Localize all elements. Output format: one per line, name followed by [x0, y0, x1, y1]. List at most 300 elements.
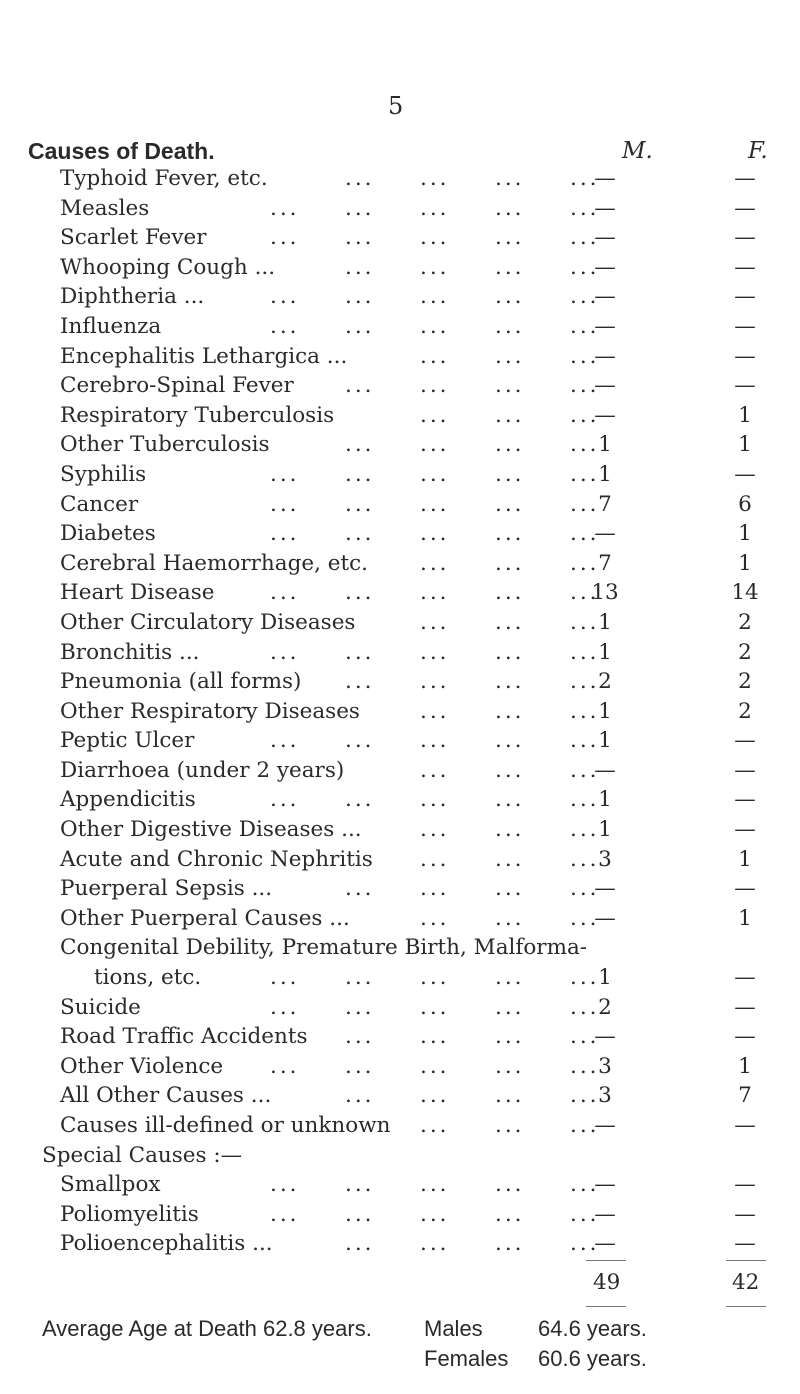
- males-count: —: [594, 254, 616, 280]
- dot-leader: ...: [270, 994, 300, 1020]
- cause-label: Road Traffic Accidents: [60, 1024, 308, 1050]
- dot-leader: ...: [420, 817, 450, 843]
- table-row: [0, 253, 800, 283]
- females-count: 1: [738, 402, 752, 428]
- dot-leader: ...: [345, 373, 375, 399]
- dot-leader: ...: [420, 728, 450, 754]
- dot-leader: ...: [495, 166, 525, 191]
- dot-leader: ...: [420, 1201, 450, 1227]
- cause-label: All Other Causes ...: [60, 1083, 272, 1109]
- females-count: —: [734, 225, 756, 251]
- dot-leader: ...: [495, 254, 525, 280]
- dot-leader: ...: [570, 728, 600, 754]
- dot-leader: ...: [345, 195, 375, 221]
- males-count: —: [594, 225, 616, 251]
- dot-leader: ...: [345, 639, 375, 665]
- females-count: —: [734, 284, 756, 310]
- dot-leader: ...: [570, 876, 600, 902]
- total-rule-f-bottom: [726, 1306, 766, 1307]
- table-row: [0, 815, 800, 845]
- dot-leader: ...: [570, 491, 600, 517]
- females-count: —: [734, 1172, 756, 1198]
- cause-label: Acute and Chronic Nephritis: [60, 846, 373, 872]
- males-count: —: [594, 521, 616, 547]
- table-row: [0, 963, 800, 993]
- cause-label: Cerebro-Spinal Fever: [60, 373, 294, 399]
- males-count: —: [594, 402, 616, 428]
- dot-leader: ...: [570, 757, 600, 783]
- dot-leader: ...: [345, 432, 375, 458]
- males-count: 1: [598, 432, 612, 458]
- dot-leader: ...: [420, 284, 450, 310]
- dot-leader: ...: [420, 402, 450, 428]
- dot-leader: ...: [570, 846, 600, 872]
- table-row: [0, 638, 800, 668]
- dot-leader: ...: [570, 550, 600, 576]
- dot-leader: ...: [495, 521, 525, 547]
- females-count: 1: [738, 432, 752, 458]
- cause-label: Congenital Debility, Premature Birth, Malforma-: [60, 935, 588, 961]
- table-row: [0, 1229, 800, 1259]
- females-count: 14: [731, 580, 759, 606]
- dot-leader: ...: [420, 1024, 450, 1050]
- dot-leader: ...: [570, 432, 600, 458]
- dot-leader: ...: [495, 1053, 525, 1079]
- dot-leader: ...: [495, 284, 525, 310]
- table-row: [0, 223, 800, 253]
- females-count: 1: [738, 550, 752, 576]
- dot-leader: ...: [420, 491, 450, 517]
- dot-leader: ...: [345, 491, 375, 517]
- dot-leader: ...: [270, 639, 300, 665]
- dot-leader: ...: [420, 343, 450, 369]
- dot-leader: ...: [420, 757, 450, 783]
- table-row: [0, 371, 800, 401]
- cause-label: Causes ill-defined or unknown: [60, 1113, 391, 1138]
- dot-leader: ...: [345, 580, 375, 606]
- females-count: —: [734, 254, 756, 280]
- dot-leader: ...: [495, 965, 525, 991]
- cause-label: Pneumonia (all forms): [60, 669, 302, 695]
- females-count: —: [734, 876, 756, 902]
- dot-leader: ...: [495, 225, 525, 251]
- cause-label: Appendicitis: [60, 787, 196, 813]
- cause-label: Scarlet Fever: [60, 225, 207, 251]
- dot-leader: ...: [495, 876, 525, 902]
- males-count: —: [594, 195, 616, 221]
- cause-label: Puerperal Sepsis ...: [60, 876, 273, 902]
- table-row: [0, 1200, 800, 1230]
- dot-leader: ...: [420, 521, 450, 547]
- cause-label: Other Tuberculosis: [60, 432, 270, 458]
- females-count: —: [734, 195, 756, 221]
- dot-leader: ...: [345, 728, 375, 754]
- cause-label: Respiratory Tuberculosis: [60, 402, 335, 428]
- table-row: [0, 697, 800, 727]
- dot-leader: ...: [345, 994, 375, 1020]
- females-count: —: [734, 1201, 756, 1227]
- table-row: [0, 993, 800, 1023]
- males-count: —: [594, 1231, 616, 1257]
- males-count: 7: [598, 550, 612, 576]
- females-count: —: [734, 728, 756, 754]
- total-rule-m-bottom: [586, 1306, 626, 1307]
- dot-leader: ...: [495, 1024, 525, 1050]
- dot-leader: ...: [495, 609, 525, 635]
- dot-leader: ...: [570, 1231, 600, 1257]
- males-count: 1: [598, 817, 612, 843]
- dot-leader: ...: [570, 254, 600, 280]
- males-count: 3: [598, 846, 612, 872]
- dot-leader: ...: [495, 313, 525, 339]
- dot-leader: ...: [495, 846, 525, 872]
- dot-leader: ...: [570, 994, 600, 1020]
- table-row: [0, 282, 800, 312]
- females-count: 1: [738, 521, 752, 547]
- table-row: [0, 490, 800, 520]
- dot-leader: ...: [420, 639, 450, 665]
- females-count: —: [734, 787, 756, 813]
- dot-leader: ...: [420, 580, 450, 606]
- table-row: [0, 1170, 800, 1200]
- females-count: —: [734, 757, 756, 783]
- cause-label: Cancer: [60, 491, 139, 517]
- dot-leader: ...: [345, 669, 375, 695]
- dot-leader: ...: [420, 965, 450, 991]
- total-males: 49: [593, 1270, 621, 1295]
- dot-leader: ...: [270, 728, 300, 754]
- dot-leader: ...: [420, 225, 450, 251]
- males-average: 64.6 years.: [538, 1316, 647, 1341]
- dot-leader: ...: [345, 521, 375, 547]
- dot-leader: ...: [495, 1172, 525, 1198]
- males-count: 1: [598, 461, 612, 487]
- dot-leader: ...: [345, 876, 375, 902]
- dot-leader: ...: [345, 1083, 375, 1109]
- dot-leader: ...: [570, 905, 600, 931]
- dot-leader: ...: [270, 195, 300, 221]
- males-label: Males: [424, 1316, 483, 1341]
- females-count: 2: [738, 609, 752, 635]
- dot-leader: ...: [570, 698, 600, 724]
- dot-leader: ...: [495, 1201, 525, 1227]
- females-count: —: [734, 461, 756, 487]
- dot-leader: ...: [420, 195, 450, 221]
- dot-leader: ...: [345, 787, 375, 813]
- dot-leader: ...: [495, 639, 525, 665]
- males-count: 3: [598, 1053, 612, 1079]
- dot-leader: ...: [570, 373, 600, 399]
- females-count: —: [734, 1231, 756, 1257]
- males-count: —: [594, 1172, 616, 1198]
- females-count: 1: [738, 846, 752, 872]
- cause-label: Cerebral Haemorrhage, etc.: [60, 550, 368, 576]
- cause-label: Other Circulatory Diseases: [60, 609, 356, 635]
- cause-label: Polioencephalitis ...: [60, 1231, 273, 1257]
- dot-leader: ...: [570, 1113, 600, 1138]
- females-count: —: [734, 817, 756, 843]
- dot-leader: ...: [495, 669, 525, 695]
- dot-leader: ...: [270, 1172, 300, 1198]
- males-count: 2: [598, 994, 612, 1020]
- dot-leader: ...: [345, 225, 375, 251]
- cause-label: Other Respiratory Diseases: [60, 698, 360, 724]
- dot-leader: ...: [495, 1231, 525, 1257]
- males-count: —: [594, 876, 616, 902]
- cause-label: Syphilis: [60, 461, 147, 487]
- dot-leader: ...: [570, 284, 600, 310]
- females-count: —: [734, 313, 756, 339]
- dot-leader: ...: [420, 1083, 450, 1109]
- cause-label: Special Causes :—: [42, 1142, 243, 1168]
- table-row: [0, 460, 800, 490]
- dot-leader: ...: [420, 373, 450, 399]
- dot-leader: ...: [570, 965, 600, 991]
- cause-label: Diarrhoea (under 2 years): [60, 757, 345, 783]
- dot-leader: ...: [270, 965, 300, 991]
- dot-leader: ...: [495, 787, 525, 813]
- dot-leader: ...: [420, 166, 450, 191]
- males-count: —: [594, 757, 616, 783]
- cause-label: Whooping Cough ...: [60, 254, 276, 280]
- dot-leader: ...: [495, 1113, 525, 1138]
- dot-leader: ...: [495, 757, 525, 783]
- dot-leader: ...: [495, 817, 525, 843]
- dot-leader: ...: [270, 284, 300, 310]
- table-title: Causes of Death.: [28, 138, 215, 164]
- dot-leader: ...: [495, 343, 525, 369]
- cause-label: Diabetes: [60, 521, 156, 547]
- dot-leader: ...: [495, 195, 525, 221]
- table-row: [0, 608, 800, 638]
- cause-label: Diphtheria ...: [60, 284, 205, 310]
- table-row: [0, 1052, 800, 1082]
- males-count: 3: [598, 1083, 612, 1109]
- cause-label: Other Puerperal Causes ...: [60, 905, 350, 931]
- table-row: [0, 756, 800, 786]
- dot-leader: ...: [420, 1172, 450, 1198]
- females-count: 1: [738, 1053, 752, 1079]
- dot-leader: ...: [495, 491, 525, 517]
- dot-leader: ...: [345, 313, 375, 339]
- dot-leader: ...: [420, 254, 450, 280]
- causes-table: [0, 164, 800, 1259]
- dot-leader: ...: [495, 461, 525, 487]
- dot-leader: ...: [270, 1201, 300, 1227]
- table-row: [0, 874, 800, 904]
- dot-leader: ...: [270, 787, 300, 813]
- dot-leader: ...: [420, 1113, 450, 1138]
- dot-leader: ...: [420, 876, 450, 902]
- cause-label: Peptic Ulcer: [60, 728, 195, 754]
- table-row: [0, 667, 800, 697]
- cause-label: Poliomyelitis: [60, 1201, 199, 1227]
- dot-leader: ...: [570, 1172, 600, 1198]
- table-row: [0, 1022, 800, 1052]
- dot-leader: ...: [420, 313, 450, 339]
- females-count: 6: [738, 491, 752, 517]
- dot-leader: ...: [420, 461, 450, 487]
- cause-label: tions, etc.: [94, 965, 202, 991]
- females-average: 60.6 years.: [538, 1346, 647, 1371]
- dot-leader: ...: [495, 994, 525, 1020]
- table-row: [0, 1081, 800, 1111]
- males-count: 13: [591, 580, 619, 606]
- table-row: [0, 519, 800, 549]
- dot-leader: ...: [270, 225, 300, 251]
- dot-leader: ...: [420, 669, 450, 695]
- dot-leader: ...: [570, 343, 600, 369]
- females-count: 2: [738, 639, 752, 665]
- dot-leader: ...: [345, 1053, 375, 1079]
- dot-leader: ...: [345, 254, 375, 280]
- dot-leader: ...: [495, 373, 525, 399]
- table-row: [0, 933, 800, 963]
- dot-leader: ...: [570, 1024, 600, 1050]
- females-count: 1: [738, 905, 752, 931]
- females-count: —: [734, 166, 756, 191]
- table-row: [0, 904, 800, 934]
- dot-leader: ...: [570, 787, 600, 813]
- dot-leader: ...: [345, 1172, 375, 1198]
- dot-leader: ...: [345, 1231, 375, 1257]
- cause-label: Heart Disease: [60, 580, 215, 606]
- dot-leader: ...: [270, 491, 300, 517]
- dot-leader: ...: [270, 521, 300, 547]
- page-number: 5: [388, 92, 404, 120]
- dot-leader: ...: [345, 284, 375, 310]
- dot-leader: ...: [495, 1083, 525, 1109]
- cause-label: Smallpox: [60, 1172, 161, 1198]
- dot-leader: ...: [570, 225, 600, 251]
- total-rule-f-top: [726, 1260, 766, 1261]
- cause-label: Other Digestive Diseases ...: [60, 817, 362, 843]
- males-count: —: [594, 1113, 616, 1138]
- table-row: [0, 430, 800, 460]
- females-count: —: [734, 965, 756, 991]
- dot-leader: ...: [570, 166, 600, 191]
- males-count: —: [594, 166, 616, 191]
- dot-leader: ...: [420, 432, 450, 458]
- table-row: [0, 785, 800, 815]
- dot-leader: ...: [495, 432, 525, 458]
- males-count: —: [594, 905, 616, 931]
- males-count: 1: [598, 965, 612, 991]
- cause-label: Suicide: [60, 994, 141, 1020]
- dot-leader: ...: [570, 580, 600, 606]
- dot-leader: ...: [270, 461, 300, 487]
- table-row: [0, 342, 800, 372]
- total-rule-m-top: [586, 1260, 626, 1261]
- dot-leader: ...: [420, 787, 450, 813]
- males-count: 1: [598, 609, 612, 635]
- dot-leader: ...: [495, 580, 525, 606]
- females-count: 2: [738, 669, 752, 695]
- females-count: —: [734, 994, 756, 1020]
- table-row: [0, 845, 800, 875]
- dot-leader: ...: [570, 195, 600, 221]
- cause-label: Typhoid Fever, etc.: [60, 166, 268, 191]
- dot-leader: ...: [345, 1201, 375, 1227]
- males-count: 1: [598, 698, 612, 724]
- dot-leader: ...: [570, 639, 600, 665]
- average-age-text: Average Age at Death 62.8 years.: [42, 1316, 372, 1341]
- dot-leader: ...: [420, 698, 450, 724]
- dot-leader: ...: [570, 461, 600, 487]
- cause-label: Encephalitis Lethargica ...: [60, 343, 348, 369]
- dot-leader: ...: [345, 1024, 375, 1050]
- dot-leader: ...: [570, 1053, 600, 1079]
- dot-leader: ...: [570, 521, 600, 547]
- table-row: [0, 164, 800, 194]
- dot-leader: ...: [420, 905, 450, 931]
- dot-leader: ...: [570, 609, 600, 635]
- table-row: [0, 1111, 800, 1141]
- table-row: [0, 726, 800, 756]
- dot-leader: ...: [420, 994, 450, 1020]
- dot-leader: ...: [270, 580, 300, 606]
- dot-leader: ...: [570, 313, 600, 339]
- dot-leader: ...: [570, 1083, 600, 1109]
- males-count: 1: [598, 639, 612, 665]
- males-count: 7: [598, 491, 612, 517]
- females-label: Females: [424, 1346, 509, 1371]
- dot-leader: ...: [270, 1053, 300, 1079]
- table-row: [0, 578, 800, 608]
- females-count: —: [734, 343, 756, 369]
- column-header-males: M.: [622, 138, 653, 164]
- table-row: [0, 312, 800, 342]
- dot-leader: ...: [420, 1231, 450, 1257]
- cause-label: Influenza: [60, 313, 162, 339]
- cause-label: Bronchitis ...: [60, 639, 200, 665]
- males-count: —: [594, 1024, 616, 1050]
- cause-label: Other Violence: [60, 1053, 224, 1079]
- males-count: 1: [598, 728, 612, 754]
- dot-leader: ...: [420, 609, 450, 635]
- males-count: —: [594, 343, 616, 369]
- dot-leader: ...: [420, 1053, 450, 1079]
- females-count: —: [734, 1024, 756, 1050]
- females-count: 7: [738, 1083, 752, 1109]
- dot-leader: ...: [570, 402, 600, 428]
- table-row: [0, 1141, 800, 1171]
- dot-leader: ...: [345, 166, 375, 191]
- dot-leader: ...: [495, 905, 525, 931]
- table-row: [0, 549, 800, 579]
- males-count: —: [594, 1201, 616, 1227]
- males-count: —: [594, 373, 616, 399]
- dot-leader: ...: [420, 550, 450, 576]
- females-count: —: [734, 1113, 756, 1138]
- dot-leader: ...: [270, 313, 300, 339]
- males-count: —: [594, 313, 616, 339]
- column-header-females: F.: [748, 138, 768, 164]
- females-count: 2: [738, 698, 752, 724]
- males-count: 2: [598, 669, 612, 695]
- dot-leader: ...: [570, 669, 600, 695]
- males-count: 1: [598, 787, 612, 813]
- dot-leader: ...: [495, 402, 525, 428]
- table-row: [0, 401, 800, 431]
- cause-label: Measles: [60, 195, 150, 221]
- males-count: —: [594, 284, 616, 310]
- dot-leader: ...: [495, 550, 525, 576]
- table-row: [0, 194, 800, 224]
- dot-leader: ...: [570, 1201, 600, 1227]
- females-count: —: [734, 373, 756, 399]
- dot-leader: ...: [345, 461, 375, 487]
